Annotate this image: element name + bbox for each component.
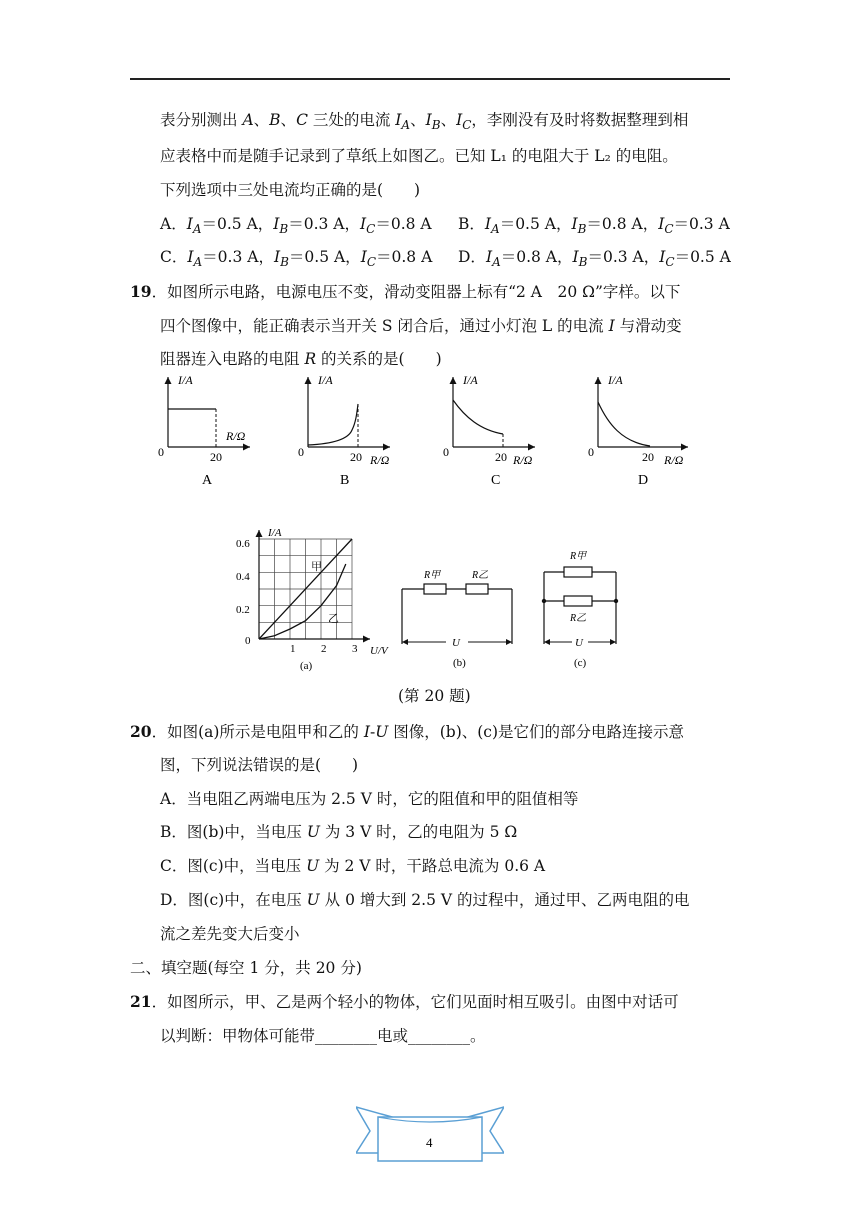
- series-yi-label: 乙: [328, 613, 339, 625]
- q18-line2: 应表格中而是随手记录到了草纸上如图乙。已知 L₁ 的电阻大于 L₂ 的电阻。: [160, 147, 678, 165]
- fig20-ytick-02: 0.2: [236, 604, 250, 616]
- graph-a-name: A: [202, 473, 213, 488]
- q19-number: 19: [130, 282, 152, 301]
- q20-option-b: B．图(b)中，当电压 U 为 3 V 时，乙的电阻为 5 Ω: [160, 823, 518, 841]
- graph-c-ylabel: I/A: [463, 373, 478, 387]
- section-2-heading: 二、填空题(每空 1 分，共 20 分): [130, 959, 362, 977]
- q21-line2: 以判断：甲物体可能带________电或________。: [160, 1027, 486, 1045]
- graph-c: [443, 373, 535, 488]
- q18-line3: 下列选项中三处电流均正确的是( ): [160, 181, 421, 199]
- q19-line1: 19．如图所示电路，电源电压不变，滑动变阻器上标有“2 A 20 Ω”字样。以下: [130, 282, 681, 301]
- fig20-ytick-0: 0: [245, 635, 251, 647]
- label-r-yi-c: R乙: [570, 613, 587, 624]
- graph-b-origin: 0: [298, 445, 304, 459]
- graph-a-tick: 20: [210, 450, 222, 464]
- header-rule: [130, 78, 730, 80]
- fig20-ytick-06: 0.6: [236, 538, 250, 550]
- q21-line1: 21．如图所示，甲、乙是两个轻小的物体，它们见面时相互吸引。由图中对话可: [130, 992, 679, 1011]
- resistor-jia-series: [424, 584, 446, 594]
- resistor-jia-parallel: [564, 567, 592, 577]
- graph-b-ylabel: I/A: [318, 373, 333, 387]
- fig20-sub-c: (c): [574, 657, 587, 669]
- fig20-xlabel: U/V: [370, 645, 388, 657]
- fig20-parallel-circuit: [538, 544, 628, 672]
- graph-d-ylabel: I/A: [608, 373, 623, 387]
- label-r-jia-c: R甲: [570, 551, 587, 562]
- q20-line2: 图，下列说法错误的是( ): [160, 756, 359, 774]
- page-number-ribbon: [356, 1105, 504, 1165]
- graph-b-xlabel: R/Ω: [370, 453, 390, 467]
- q20-option-a: A．当电阻乙两端电压为 2.5 V 时，它的阻值和甲的阻值相等: [160, 790, 579, 808]
- graph-b-name: B: [340, 473, 350, 488]
- page-number: 4: [426, 1135, 433, 1150]
- fig20-xtick-2: 2: [321, 643, 327, 655]
- fig20-caption: (第 20 题): [398, 687, 471, 705]
- graph-c-tick: 20: [495, 450, 507, 464]
- q18-option-c: C．$I_A=0.3$ A，$I_B=0.5$ A，$I_C=0.8$ A: [160, 248, 433, 270]
- fig20-xtick-3: 3: [352, 643, 358, 655]
- label-u-b: U: [452, 637, 460, 649]
- graph-d-xlabel: R/Ω: [664, 453, 684, 467]
- q20-option-d: D．图(c)中，在电压 U 从 0 增大到 2.5 V 的过程中，通过甲、乙两电阻的电: [160, 891, 690, 909]
- graph-d: [588, 373, 688, 488]
- fig20-sub-a: (a): [300, 660, 313, 672]
- q20-option-d-cont: 流之差先变大后变小: [160, 925, 300, 943]
- series-yi-line: [259, 564, 346, 639]
- q18-option-b: B．$I_A=0.5$ A，$I_B=0.8$ A，$I_C=0.3$ A: [458, 215, 730, 237]
- graph-d-origin: 0: [588, 445, 594, 459]
- graph-a-xlabel: R/Ω: [226, 429, 246, 443]
- q18-option-a: A．$I_A=0.5$ A，$I_B=0.3$ A，$I_C=0.8$ A: [160, 215, 432, 237]
- graph-d-name: D: [638, 473, 649, 488]
- graph-c-origin: 0: [443, 445, 449, 459]
- q18-option-d: D．$I_A=0.8$ A，$I_B=0.3$ A，$I_C=0.5$ A: [458, 248, 731, 270]
- fig20-iu-graph: [232, 526, 392, 674]
- q20-line1: 20．如图(a)所示是电阻甲和乙的 I-U 图像，(b)、(c)是它们的部分电路连接示意: [130, 722, 685, 741]
- graph-c-name: C: [491, 473, 501, 488]
- q19-graphs: [150, 372, 720, 492]
- fig20-sub-b: (b): [453, 657, 466, 669]
- graph-c-xlabel: R/Ω: [513, 453, 533, 467]
- label-r-jia-b: R甲: [424, 570, 441, 581]
- q18-line1: 表分别测出 A、B、C 三处的电流 $I_A$、$I_B$、$I_C$，李刚没有及时将数据整理到相: [160, 111, 689, 133]
- q20-option-c: C．图(c)中，当电压 U 为 2 V 时，干路总电流为 0.6 A: [160, 857, 546, 875]
- graph-a-origin: 0: [158, 445, 164, 459]
- graph-a-ylabel: I/A: [178, 373, 193, 387]
- q19-line3: 阻器连入电路的电阻 R 的关系的是( ): [160, 350, 442, 368]
- resistor-yi-parallel: [564, 596, 592, 606]
- fig20-xtick-1: 1: [290, 643, 296, 655]
- q21-number: 21: [130, 992, 152, 1011]
- fig20-series-circuit: [398, 560, 518, 672]
- resistor-yi-series: [466, 584, 488, 594]
- label-r-yi-b: R乙: [472, 570, 489, 581]
- q20-number: 20: [130, 722, 152, 741]
- label-u-c: U: [575, 637, 583, 649]
- fig20-ytick-04: 0.4: [236, 571, 250, 583]
- series-jia-label: 甲: [311, 561, 322, 573]
- graph-b: [298, 373, 390, 488]
- graph-b-tick: 20: [350, 450, 362, 464]
- q19-line2: 四个图像中，能正确表示当开关 S 闭合后，通过小灯泡 L 的电流 I 与滑动变: [160, 317, 682, 335]
- fig20-ylabel: I/A: [268, 527, 282, 539]
- graph-d-tick: 20: [642, 450, 654, 464]
- graph-a: [158, 373, 250, 488]
